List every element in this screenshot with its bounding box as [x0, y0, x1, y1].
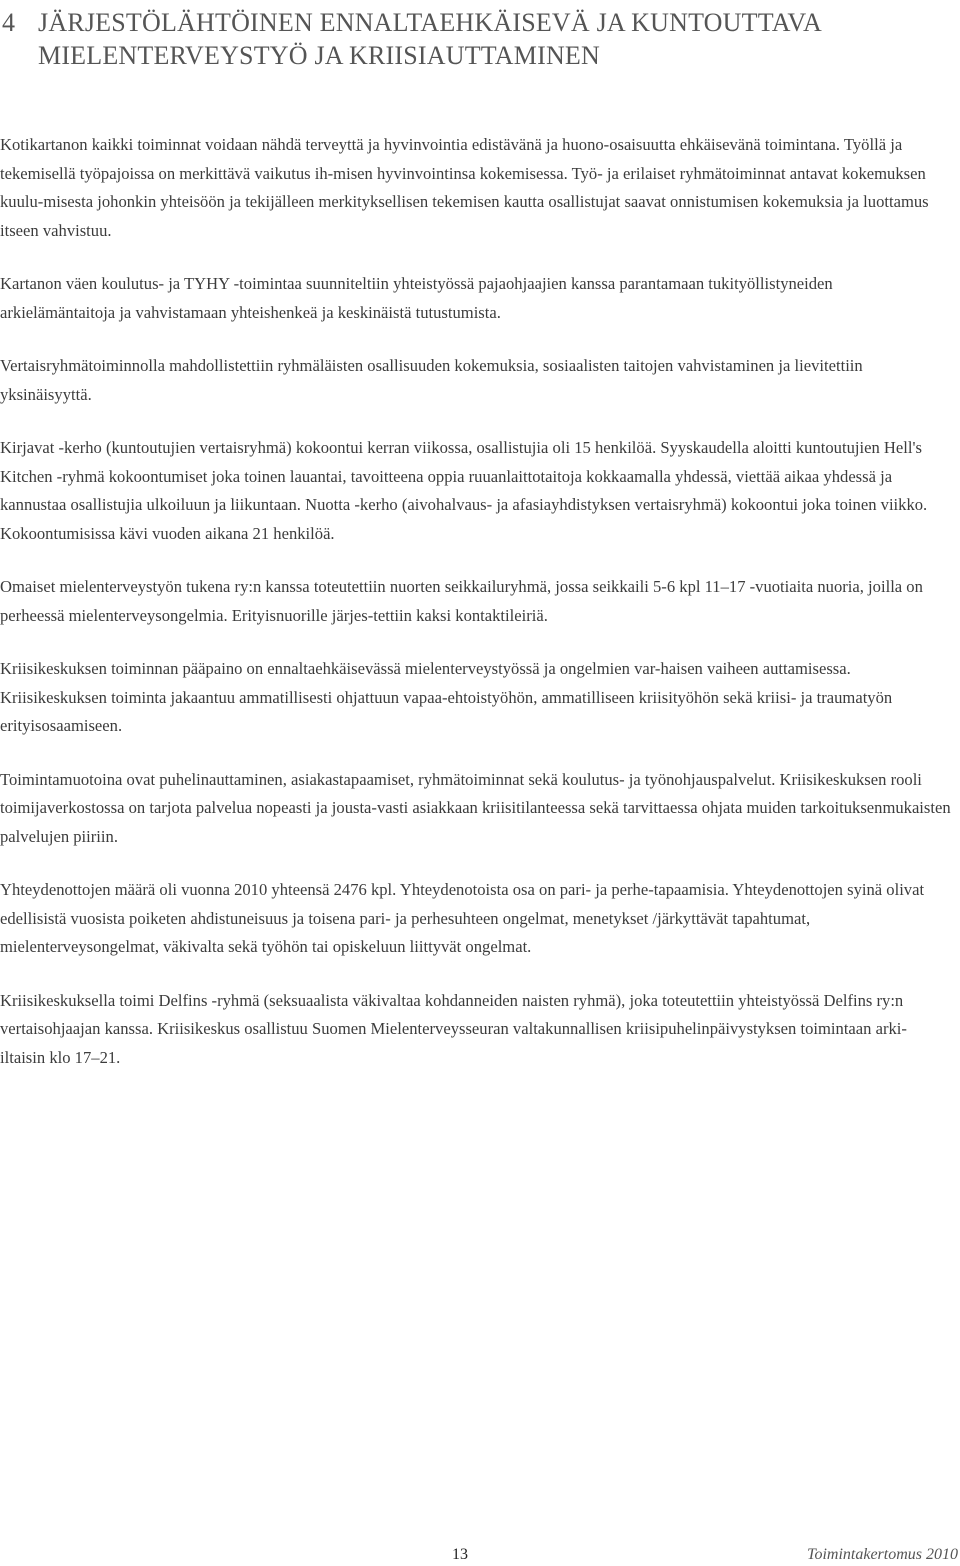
page-footer: [0, 1546, 960, 1566]
page-number: 13: [452, 1546, 468, 1563]
paragraph: Yhteydenottojen määrä oli vuonna 2010 yhteensä 2476 kpl. Yhteydenotoista osa on pari- ja perhe-tapaamisia. Yhteydenottojen syinä olivat edellisistä vuosista poiketen ahdistuneisuus ja toisena pari- ja perhesuhteen ongelmat, menetykset /järkyttävät tapahtumat, mielenterveysongelmat, väkivalta sekä työhön tai opiskeluun liittyvät ongelmat.: [0, 880, 925, 956]
report-title: Toimintakertomus 2010: [807, 1546, 958, 1563]
paragraph: Kirjavat -kerho (kuntoutujien vertaisryhmä) kokoontui kerran viikossa, osallistujia oli 15 henkilöä. Syyskaudella aloitti kuntoutujien Hell's Kitchen -ryhmä kokoontumiset joka toinen lauantai, tavoitteena oppia ruuanlaittotaitoja kokkaamalla yhdessä, viettää aikaa yhdessä ja kannustaa osallistujia ulkoiluun ja liikuntaan. Nuotta -kerho (aivohalvaus- ja afasiayhdistyksen vertaisryhmä) kokoontui joka toinen viikko. Kokoontumisissa kävi vuoden aikana 21 henkilöä.: [0, 438, 928, 543]
paragraph: Omaiset mielenterveystyön tukena ry:n kanssa toteutettiin nuorten seikkailuryhmä, jossa seikkaili 5-6 kpl 11–17 -vuotiaita nuoria, joilla on perheessä mielenterveysongelmia. Erityisnuorille järjes-tettiin kaksi kontaktileiriä.: [0, 577, 923, 625]
paragraph: Vertaisryhmätoiminnolla mahdollistettiin ryhmäläisten osallisuuden kokemuksia, sosiaalisten taitojen vahvistaminen ja lievitettiin yksinäisyyttä.: [0, 356, 863, 404]
section-heading: [2, 6, 942, 72]
paragraph: Kartanon väen koulutus- ja TYHY -toimintaa suunniteltiin yhteistyössä pajaohjaajien kanssa parantamaan tukityöllistyneiden arkielämäntaitoja ja vahvistamaan yhteishenkeä ja keskinäistä tutustumista.: [0, 274, 833, 322]
body-text: [0, 131, 952, 1097]
paragraph: Toimintamuotoina ovat puhelinauttaminen, asiakastapaamiset, ryhmätoiminnat sekä koulutus- ja työnohjauspalvelut. Kriisikeskuksen rooli toimijaverkostossa on tarjota palvelua nopeasti ja jousta-vasti asiakkaan kriisitilanteessa sekä tarvittaessa ohjata muiden tarkoituksenmukaisten palvelujen piiriin.: [0, 769, 951, 846]
section-number: 4: [2, 8, 16, 37]
paragraph: Kotikartanon kaikki toiminnat voidaan nähdä terveyttä ja hyvinvointia edistävänä ja huono-osaisuutta ehkäisevänä toimintana. Työllä ja tekemisellä työpajoissa on merkittävä vaikutus ih-misen hyvinvointinsa kokemisessa. Työ- ja erilaiset ryhmätoiminnat antavat kokemuksen kuulu-misesta johonkin yhteisöön ja tekijälleen merkityksellisen tekemisen kautta osallistujat saavat onnistumisen kokemuksia ja luottamus itseen vahvistuu.: [0, 135, 929, 240]
paragraph: Kriisikeskuksella toimi Delfins -ryhmä (seksuaalista väkivaltaa kohdanneiden naisten ryhmä), joka toteutettiin yhteistyössä Delfins ry:n vertaisohjaajan kanssa. Kriisikeskus osallistuu Suomen Mielenterveysseuran valtakunnallisen kriisipuhelinpäivystyksen toimintaan arki-iltaisin klo 17–21.: [0, 990, 907, 1067]
paragraph: Kriisikeskuksen toiminnan pääpaino on ennaltaehkäisevässä mielenterveystyössä ja ongelmien var-haisen vaiheen auttamisessa. Kriisikeskuksen toiminta jakaantuu ammatillisesti ohjattuun vapaa-ehtoistyöhön, ammatilliseen kriisityöhön sekä kriisi- ja traumatyön erityisosaamiseen.: [0, 659, 893, 735]
section-title: JÄRJESTÖLÄHTÖINEN ENNALTAEHKÄISEVÄ JA KUNTOUTTAVA MIELENTERVEYSTYÖ JA KRIISIAUTTAMINEN: [38, 8, 821, 70]
